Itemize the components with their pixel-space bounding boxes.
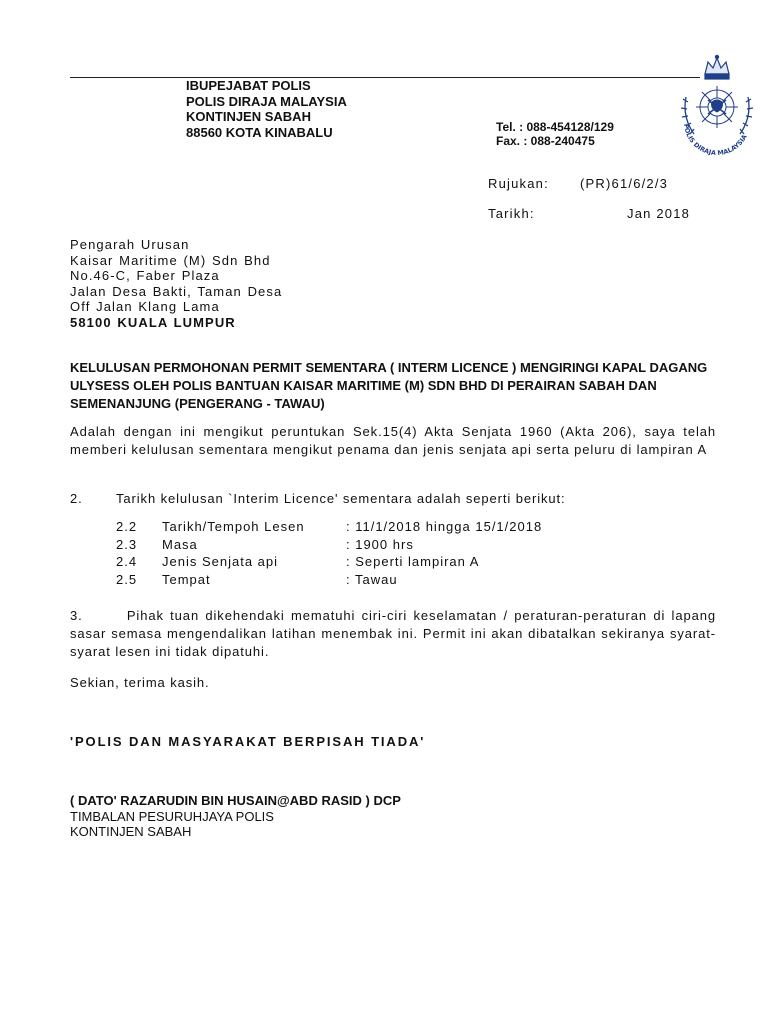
motto: 'POLIS DAN MASYARAKAT BERPISAH TIADA'	[70, 734, 426, 749]
sender-line: POLIS DIRAJA MALAYSIA	[186, 93, 347, 109]
item-label: Tempat	[162, 571, 211, 587]
signatory-name: ( DATO' RAZARUDIN BIN HUSAIN@ABD RASID ) DCP	[70, 793, 401, 808]
header-rule	[70, 77, 700, 78]
tarikh-value: Jan 2018	[627, 206, 691, 221]
signatory-title: TIMBALAN PESURUHJAYA POLIS	[70, 808, 274, 824]
crown-icon	[705, 55, 729, 79]
approval-details-list	[116, 519, 676, 589]
reference-row	[488, 176, 669, 191]
item-value: : 1900 hrs	[346, 536, 414, 552]
list-item	[116, 554, 676, 572]
recipient-line: Kaisar Maritime (M) Sdn Bhd	[70, 252, 271, 268]
item-number: 2.2	[116, 519, 138, 534]
recipient-line: Jalan Desa Bakti, Taman Desa	[70, 283, 283, 299]
sender-line: KONTINJEN SABAH	[186, 109, 311, 124]
sender-address	[186, 78, 347, 140]
signatory-unit: KONTINJEN SABAH	[70, 824, 192, 839]
closing-line: Sekian, terima kasih.	[70, 675, 210, 690]
item-label: Tarikh/Tempoh Lesen	[162, 519, 305, 534]
star-icon	[696, 86, 738, 128]
signature-block	[70, 793, 401, 840]
recipient-line: Off Jalan Klang Lama	[70, 299, 220, 314]
svg-text:POLIS DIRAJA MALAYSIA	[682, 123, 749, 157]
fax: Fax. : 088-240475	[496, 134, 595, 148]
recipient-line: Pengarah Urusan	[70, 237, 190, 252]
date-row	[488, 206, 691, 221]
tarikh-label: Tarikh:	[488, 206, 535, 221]
recipient-address	[70, 237, 282, 330]
item-number: 2.3	[116, 536, 138, 552]
paragraph-2-number: 2.	[70, 491, 83, 506]
item-value: : Seperti lampiran A	[346, 554, 480, 569]
paragraph-2-text: Tarikh kelulusan `Interim Licence' sementara adalah seperti berikut:	[116, 491, 566, 506]
rujukan-label: Rujukan:	[488, 176, 549, 191]
recipient-postcode: 58100 KUALA LUMPUR	[70, 314, 236, 330]
item-value: : 11/1/2018 hingga 15/1/2018	[346, 519, 543, 534]
sender-line: IBUPEJABAT POLIS	[186, 78, 311, 93]
sender-line: 88560 KOTA KINABALU	[186, 124, 333, 140]
paragraph-3: 3. Pihak tuan dikehendaki mematuhi ciri-ciri keselamatan / peraturan-peraturan di lapang sasar semasa mengendalikan latihan menembak ini. Permit ini akan dibatalkan sekiranya syarat-syarat lesen ini tidak dipatuhi.	[70, 608, 716, 659]
telephone: Tel. : 088-454128/129	[496, 120, 614, 134]
item-label: Jenis Senjata api	[162, 554, 279, 569]
item-value: : Tawau	[346, 571, 398, 587]
police-crest-logo	[672, 52, 762, 162]
logo-text: POLIS DIRAJA MALAYSIA	[681, 123, 749, 158]
rujukan-value: (PR)61/6/2/3	[580, 176, 669, 191]
item-label: Masa	[162, 536, 198, 552]
item-number: 2.5	[116, 571, 138, 587]
item-number: 2.4	[116, 554, 138, 569]
contact-block	[496, 120, 614, 148]
paragraph-1: Adalah dengan ini mengikut peruntukan Sek.15(4) Akta Senjata 1960 (Akta 206), saya telah memberi kelulusan sementara mengikut penama dan jenis senjata api serta peluru di lampiran A	[70, 424, 716, 457]
letter-subject: KELULUSAN PERMOHONAN PERMIT SEMENTARA ( INTERM LICENCE ) MENGIRINGI KAPAL DAGANG ULYSESS OLEH POLIS BANTUAN KAISAR MARITIME (M) SDN BHD DI PERAIRAN SABAH DAN SEMENANJUNG (PENGERANG - TAWAU)	[70, 360, 708, 411]
recipient-line: No.46-C, Faber Plaza	[70, 268, 220, 283]
list-item	[116, 572, 676, 590]
paragraph-2	[70, 490, 716, 508]
list-item	[116, 519, 676, 537]
list-item	[116, 537, 676, 555]
